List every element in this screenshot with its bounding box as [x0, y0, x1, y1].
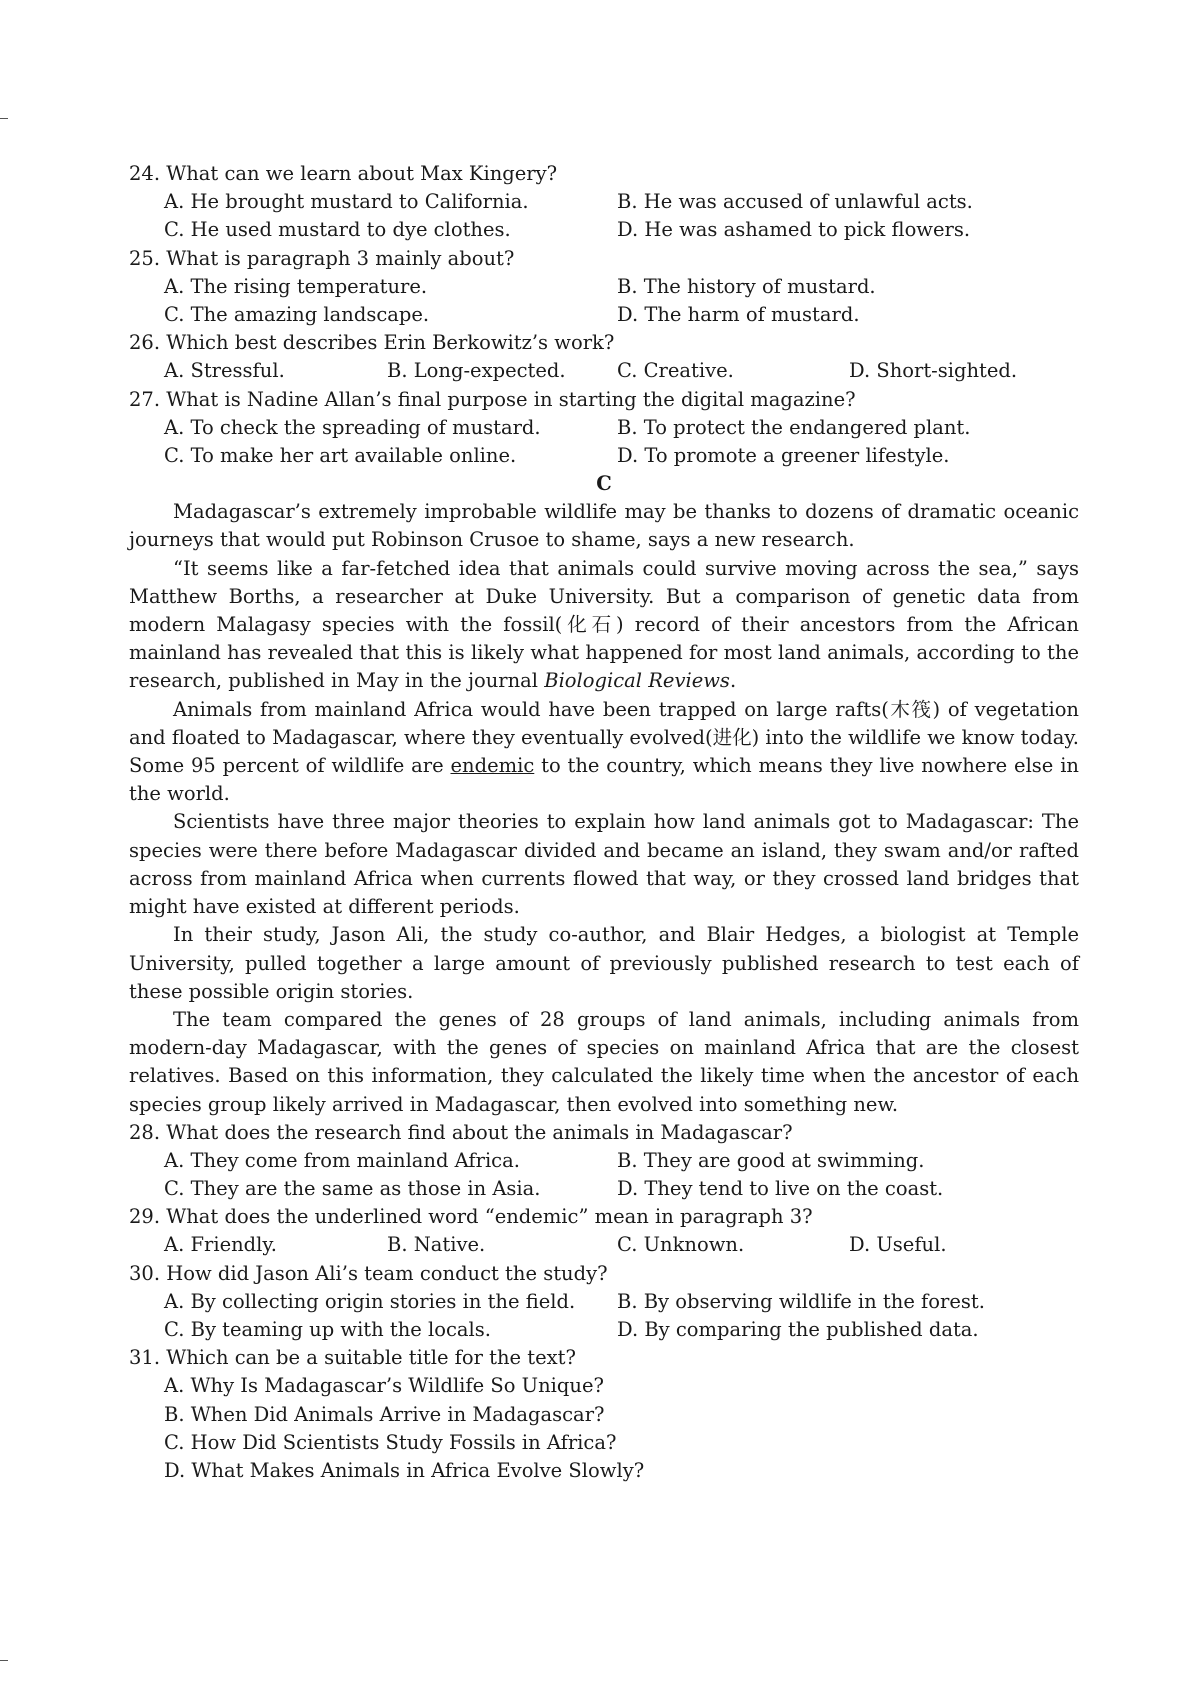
option-d: D. The harm of mustard.	[617, 302, 860, 326]
option-a: A. By collecting origin stories in the field.	[164, 1289, 576, 1313]
option-d: D. He was ashamed to pick flowers.	[617, 218, 971, 242]
passage-paragraph-2	[129, 555, 1079, 696]
question-25-options-row2	[129, 301, 1079, 329]
option-c: C. How Did Scientists Study Fossils in Africa?	[164, 1430, 617, 1454]
question-30-options-row2	[129, 1316, 1079, 1344]
option-d: D. Short-sighted.	[849, 359, 1018, 383]
option-a: A. Why Is Madagascar’s Wildlife So Unique?	[164, 1374, 604, 1398]
option-a: A. They come from mainland Africa.	[164, 1148, 520, 1172]
option-c: C. He used mustard to dye clothes.	[164, 218, 511, 242]
option-a: A. He brought mustard to California.	[164, 190, 529, 214]
question-27-options-row1	[129, 414, 1079, 442]
question-24-options-row1	[129, 188, 1079, 216]
passage-paragraph-1: Madagascar’s extremely improbable wildlife may be thanks to dozens of dramatic oceanic journeys that would put Robinson Crusoe to shame, says a new research.	[129, 500, 1079, 552]
option-c: C. By teaming up with the locals.	[164, 1318, 491, 1342]
option-c: C. Creative.	[617, 359, 734, 383]
option-d: D. To promote a greener lifestyle.	[617, 443, 950, 467]
underlined-word: endemic	[450, 754, 535, 778]
option-b: B. He was accused of unlawful acts.	[617, 190, 973, 214]
question-27-stem: 27. What is Nadine Allan’s final purpose in starting the digital magazine?	[129, 387, 856, 411]
paragraph-text: “It seems like a far-fetched idea that animals could survive moving across the sea,” says Matthew Borths, a researcher at Duke University. But a comparison of genetic data from modern Malagasy species with the fossil(化石) record of their ancestors from the African mainland has revealed that this is likely what happened for most land animals, according to the research, published in May in the journal	[129, 556, 1079, 693]
question-26-options	[129, 357, 1079, 385]
option-a: A. To check the spreading of mustard.	[164, 415, 541, 439]
option-c: C. The amazing landscape.	[164, 302, 430, 326]
option-c: C. To make her art available online.	[164, 443, 517, 467]
question-28-stem: 28. What does the research find about the animals in Madagascar?	[129, 1120, 793, 1144]
option-b: B. When Did Animals Arrive in Madagascar?	[164, 1402, 605, 1426]
question-28-options-row1	[129, 1147, 1079, 1175]
question-24-stem: 24. What can we learn about Max Kingery?	[129, 162, 558, 185]
question-28-options-row2	[129, 1175, 1079, 1203]
option-b: B. To protect the endangered plant.	[617, 415, 971, 439]
option-b: B. Long-expected.	[387, 359, 566, 383]
option-d: D. They tend to live on the coast.	[617, 1177, 944, 1201]
option-b: B. They are good at swimming.	[617, 1148, 925, 1172]
option-c: C. They are the same as those in Asia.	[164, 1177, 541, 1201]
passage-paragraph-6: The team compared the genes of 28 groups of land animals, including animals from modern-day Madagascar, with the genes of species on mainland Africa that are the closest relatives. Based on this information, they calculated the likely time when the ancestor of each species group likely arrived in Madagascar, then evolved into something new.	[129, 1007, 1079, 1116]
passage-paragraph-3	[129, 696, 1079, 809]
passage-paragraph-5: In their study, Jason Ali, the study co-author, and Blair Hedges, a biologist at Temple University, pulled together a large amount of previously published research to test each of these possible origin stories.	[129, 923, 1079, 1003]
question-30-stem: 30. How did Jason Ali’s team conduct the study?	[129, 1261, 608, 1285]
margin-tick-mark	[0, 118, 8, 119]
paragraph-text: Animals from mainland Africa would have been trapped on large rafts(木筏) of vegetation and floated to Madagascar, where they eventually evolved(进化) into the wildlife we know today. Some 95 percent of wildlife are	[129, 697, 1079, 778]
journal-name: Biological Reviews	[544, 669, 730, 693]
option-a: A. Stressful.	[164, 359, 285, 383]
question-30-options-row1	[129, 1288, 1079, 1316]
option-a: A. The rising temperature.	[164, 274, 428, 298]
section-heading: C	[596, 472, 612, 496]
paragraph-text: to the country, which means they live nowhere else in the world.	[129, 754, 1079, 806]
option-d: D. By comparing the published data.	[617, 1318, 979, 1342]
option-b: B. By observing wildlife in the forest.	[617, 1289, 985, 1313]
question-25-stem: 25. What is paragraph 3 mainly about?	[129, 246, 515, 270]
option-d: D. What Makes Animals in Africa Evolve Slowly?	[164, 1458, 645, 1482]
option-c: C. Unknown.	[617, 1233, 745, 1257]
margin-tick-mark	[0, 1660, 8, 1661]
question-31-stem: 31. Which can be a suitable title for the text?	[129, 1346, 576, 1370]
option-d: D. Useful.	[849, 1233, 947, 1257]
option-b: B. Native.	[387, 1233, 486, 1257]
question-27-options-row2	[129, 442, 1079, 470]
question-25-options-row1	[129, 273, 1079, 301]
question-26-stem: 26. Which best describes Erin Berkowitz’s work?	[129, 331, 615, 355]
option-a: A. Friendly.	[164, 1233, 278, 1257]
paragraph-text: .	[729, 669, 737, 693]
question-29-stem: 29. What does the underlined word “endemic” mean in paragraph 3?	[129, 1205, 813, 1229]
question-29-options	[129, 1231, 1079, 1259]
exam-content	[129, 160, 1079, 1485]
question-24-options-row2	[129, 216, 1079, 244]
passage-paragraph-4: Scientists have three major theories to explain how land animals got to Madagascar: The species were there before Madagascar divided and became an island, they swam and/or rafted across from mainland Africa when currents flowed that way, or they crossed land bridges that might have existed at different periods.	[129, 810, 1079, 919]
option-b: B. The history of mustard.	[617, 274, 876, 298]
